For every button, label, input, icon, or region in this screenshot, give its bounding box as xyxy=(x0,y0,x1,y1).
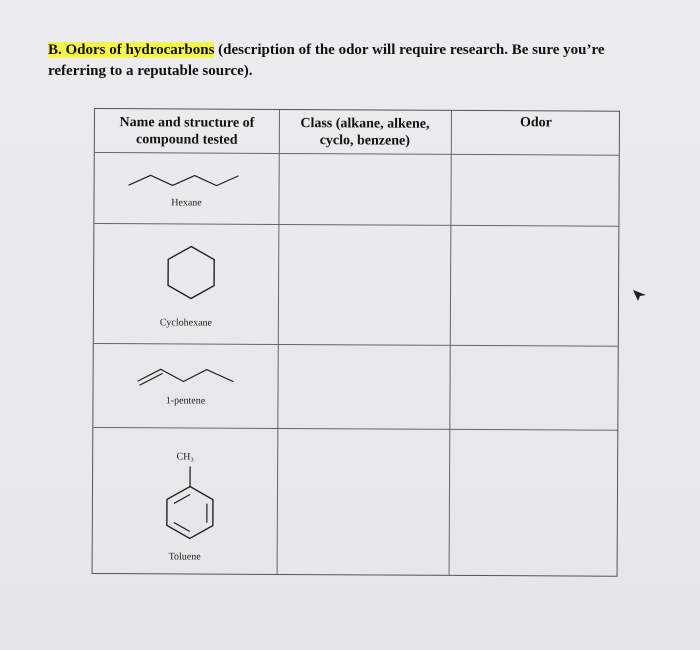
compound-name-hexane: Hexane xyxy=(171,197,202,209)
class-cell-toluene[interactable] xyxy=(278,429,449,575)
toluene-structure xyxy=(163,464,217,544)
class-cell-cyclohexane[interactable] xyxy=(279,225,450,344)
section-heading xyxy=(48,40,648,82)
odor-cell-toluene[interactable] xyxy=(450,430,619,576)
compound-name-cyclohexane: Cyclohexane xyxy=(159,317,212,329)
cyclohexane-structure xyxy=(164,243,218,303)
methyl-label: CH₃ xyxy=(176,451,194,463)
compound-name-1-pentene: 1-pentene xyxy=(165,395,206,407)
header-name-structure: Name and structure of compound tested xyxy=(119,115,255,148)
odor-cell-hexane[interactable] xyxy=(451,155,619,225)
compound-name-toluene: Toluene xyxy=(168,551,201,563)
header-odor: Odor xyxy=(519,115,552,131)
hexane-structure xyxy=(129,169,249,190)
highlighted-title: B. Odors of hydrocarbons xyxy=(48,42,215,58)
mouse-cursor-icon xyxy=(633,288,647,302)
class-cell-1-pentene[interactable] xyxy=(278,345,448,428)
class-cell-hexane[interactable] xyxy=(279,154,449,224)
odor-table xyxy=(92,108,620,577)
header-class: Class (alkane, alkene, cyclo, benzene) xyxy=(300,116,430,149)
odor-cell-1-pentene[interactable] xyxy=(450,346,618,429)
odor-cell-cyclohexane[interactable] xyxy=(451,226,620,345)
pentene-structure xyxy=(136,361,246,388)
heading-instructions: (description of the odor will require research. Be sure you’re referring to a reputable source). xyxy=(48,42,605,79)
